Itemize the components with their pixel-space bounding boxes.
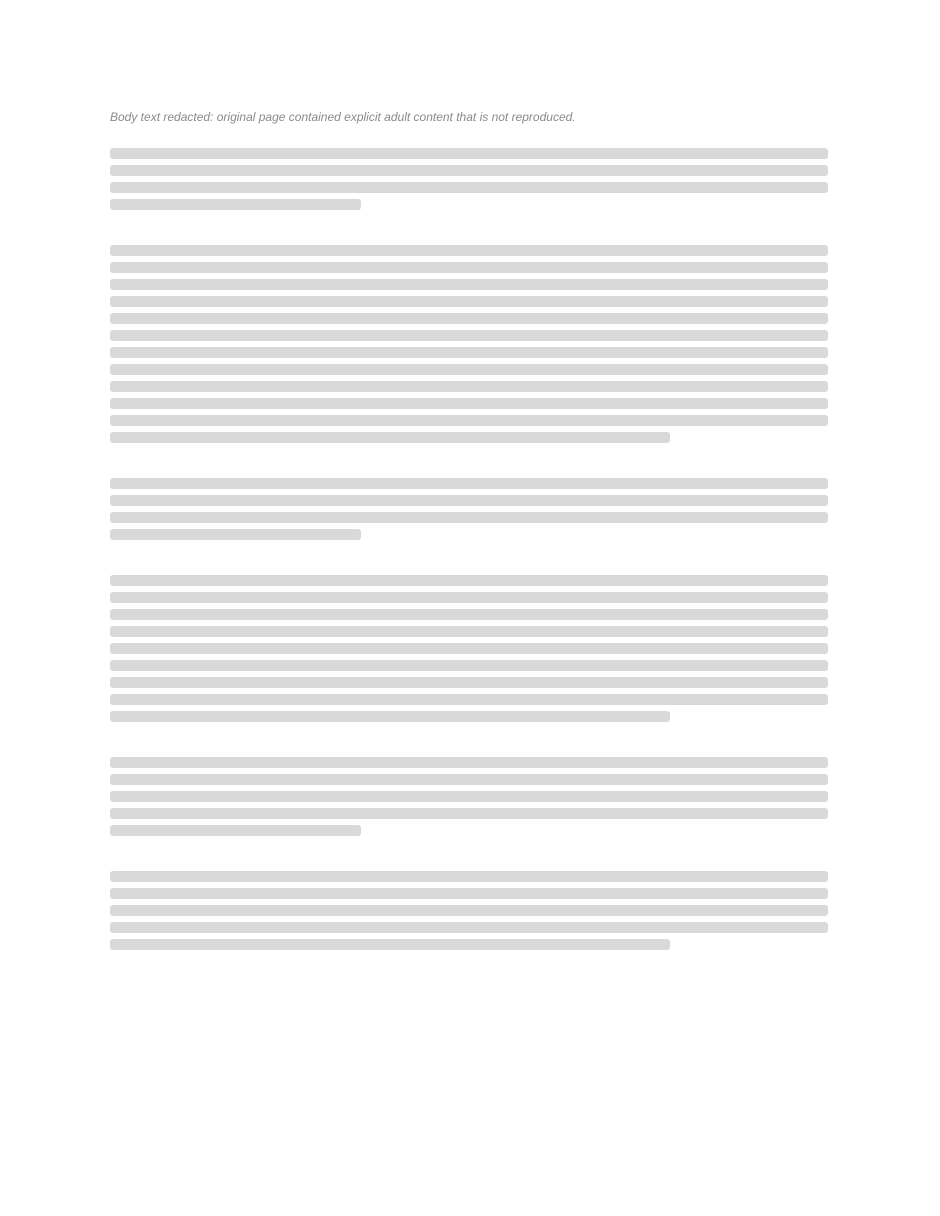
redacted-text-line xyxy=(110,245,828,256)
redacted-text-line xyxy=(110,825,361,836)
redacted-text-line xyxy=(110,495,828,506)
redacted-text-line xyxy=(110,398,828,409)
redacted-text-line xyxy=(110,199,361,210)
redacted-paragraph xyxy=(110,569,828,728)
redacted-paragraph xyxy=(110,239,828,449)
redacted-text-line xyxy=(110,296,828,307)
redacted-text-line xyxy=(110,626,828,637)
redacted-text-line xyxy=(110,791,828,802)
redacted-text-line xyxy=(110,609,828,620)
redacted-text-line xyxy=(110,512,828,523)
redacted-text-line xyxy=(110,808,828,819)
redacted-text-line xyxy=(110,478,828,489)
redacted-paragraph xyxy=(110,142,828,216)
redacted-text-line xyxy=(110,643,828,654)
redacted-text-line xyxy=(110,279,828,290)
redacted-paragraph xyxy=(110,472,828,546)
redacted-text-line xyxy=(110,313,828,324)
redacted-paragraph xyxy=(110,865,828,956)
document-body xyxy=(110,142,828,956)
redacted-text-line xyxy=(110,660,828,671)
redacted-text-line xyxy=(110,182,828,193)
redacted-text-line xyxy=(110,592,828,603)
redacted-text-line xyxy=(110,677,828,688)
redacted-text-line xyxy=(110,757,828,768)
redacted-text-line xyxy=(110,330,828,341)
redacted-text-line xyxy=(110,905,828,916)
redacted-text-line xyxy=(110,711,670,722)
redacted-text-line xyxy=(110,529,361,540)
redacted-text-line xyxy=(110,871,828,882)
redacted-text-line xyxy=(110,939,670,950)
redacted-paragraph xyxy=(110,751,828,842)
redacted-text-line xyxy=(110,262,828,273)
redacted-text-line xyxy=(110,364,828,375)
redacted-text-line xyxy=(110,415,828,426)
redacted-text-line xyxy=(110,888,828,899)
redacted-text-line xyxy=(110,575,828,586)
redaction-notice: Body text redacted: original page contained explicit adult content that is not reproduced. xyxy=(110,110,576,124)
redacted-text-line xyxy=(110,694,828,705)
redacted-text-line xyxy=(110,165,828,176)
redacted-text-line xyxy=(110,774,828,785)
redacted-text-line xyxy=(110,347,828,358)
redacted-text-line xyxy=(110,432,670,443)
redacted-text-line xyxy=(110,148,828,159)
redacted-text-line xyxy=(110,922,828,933)
redacted-text-line xyxy=(110,381,828,392)
